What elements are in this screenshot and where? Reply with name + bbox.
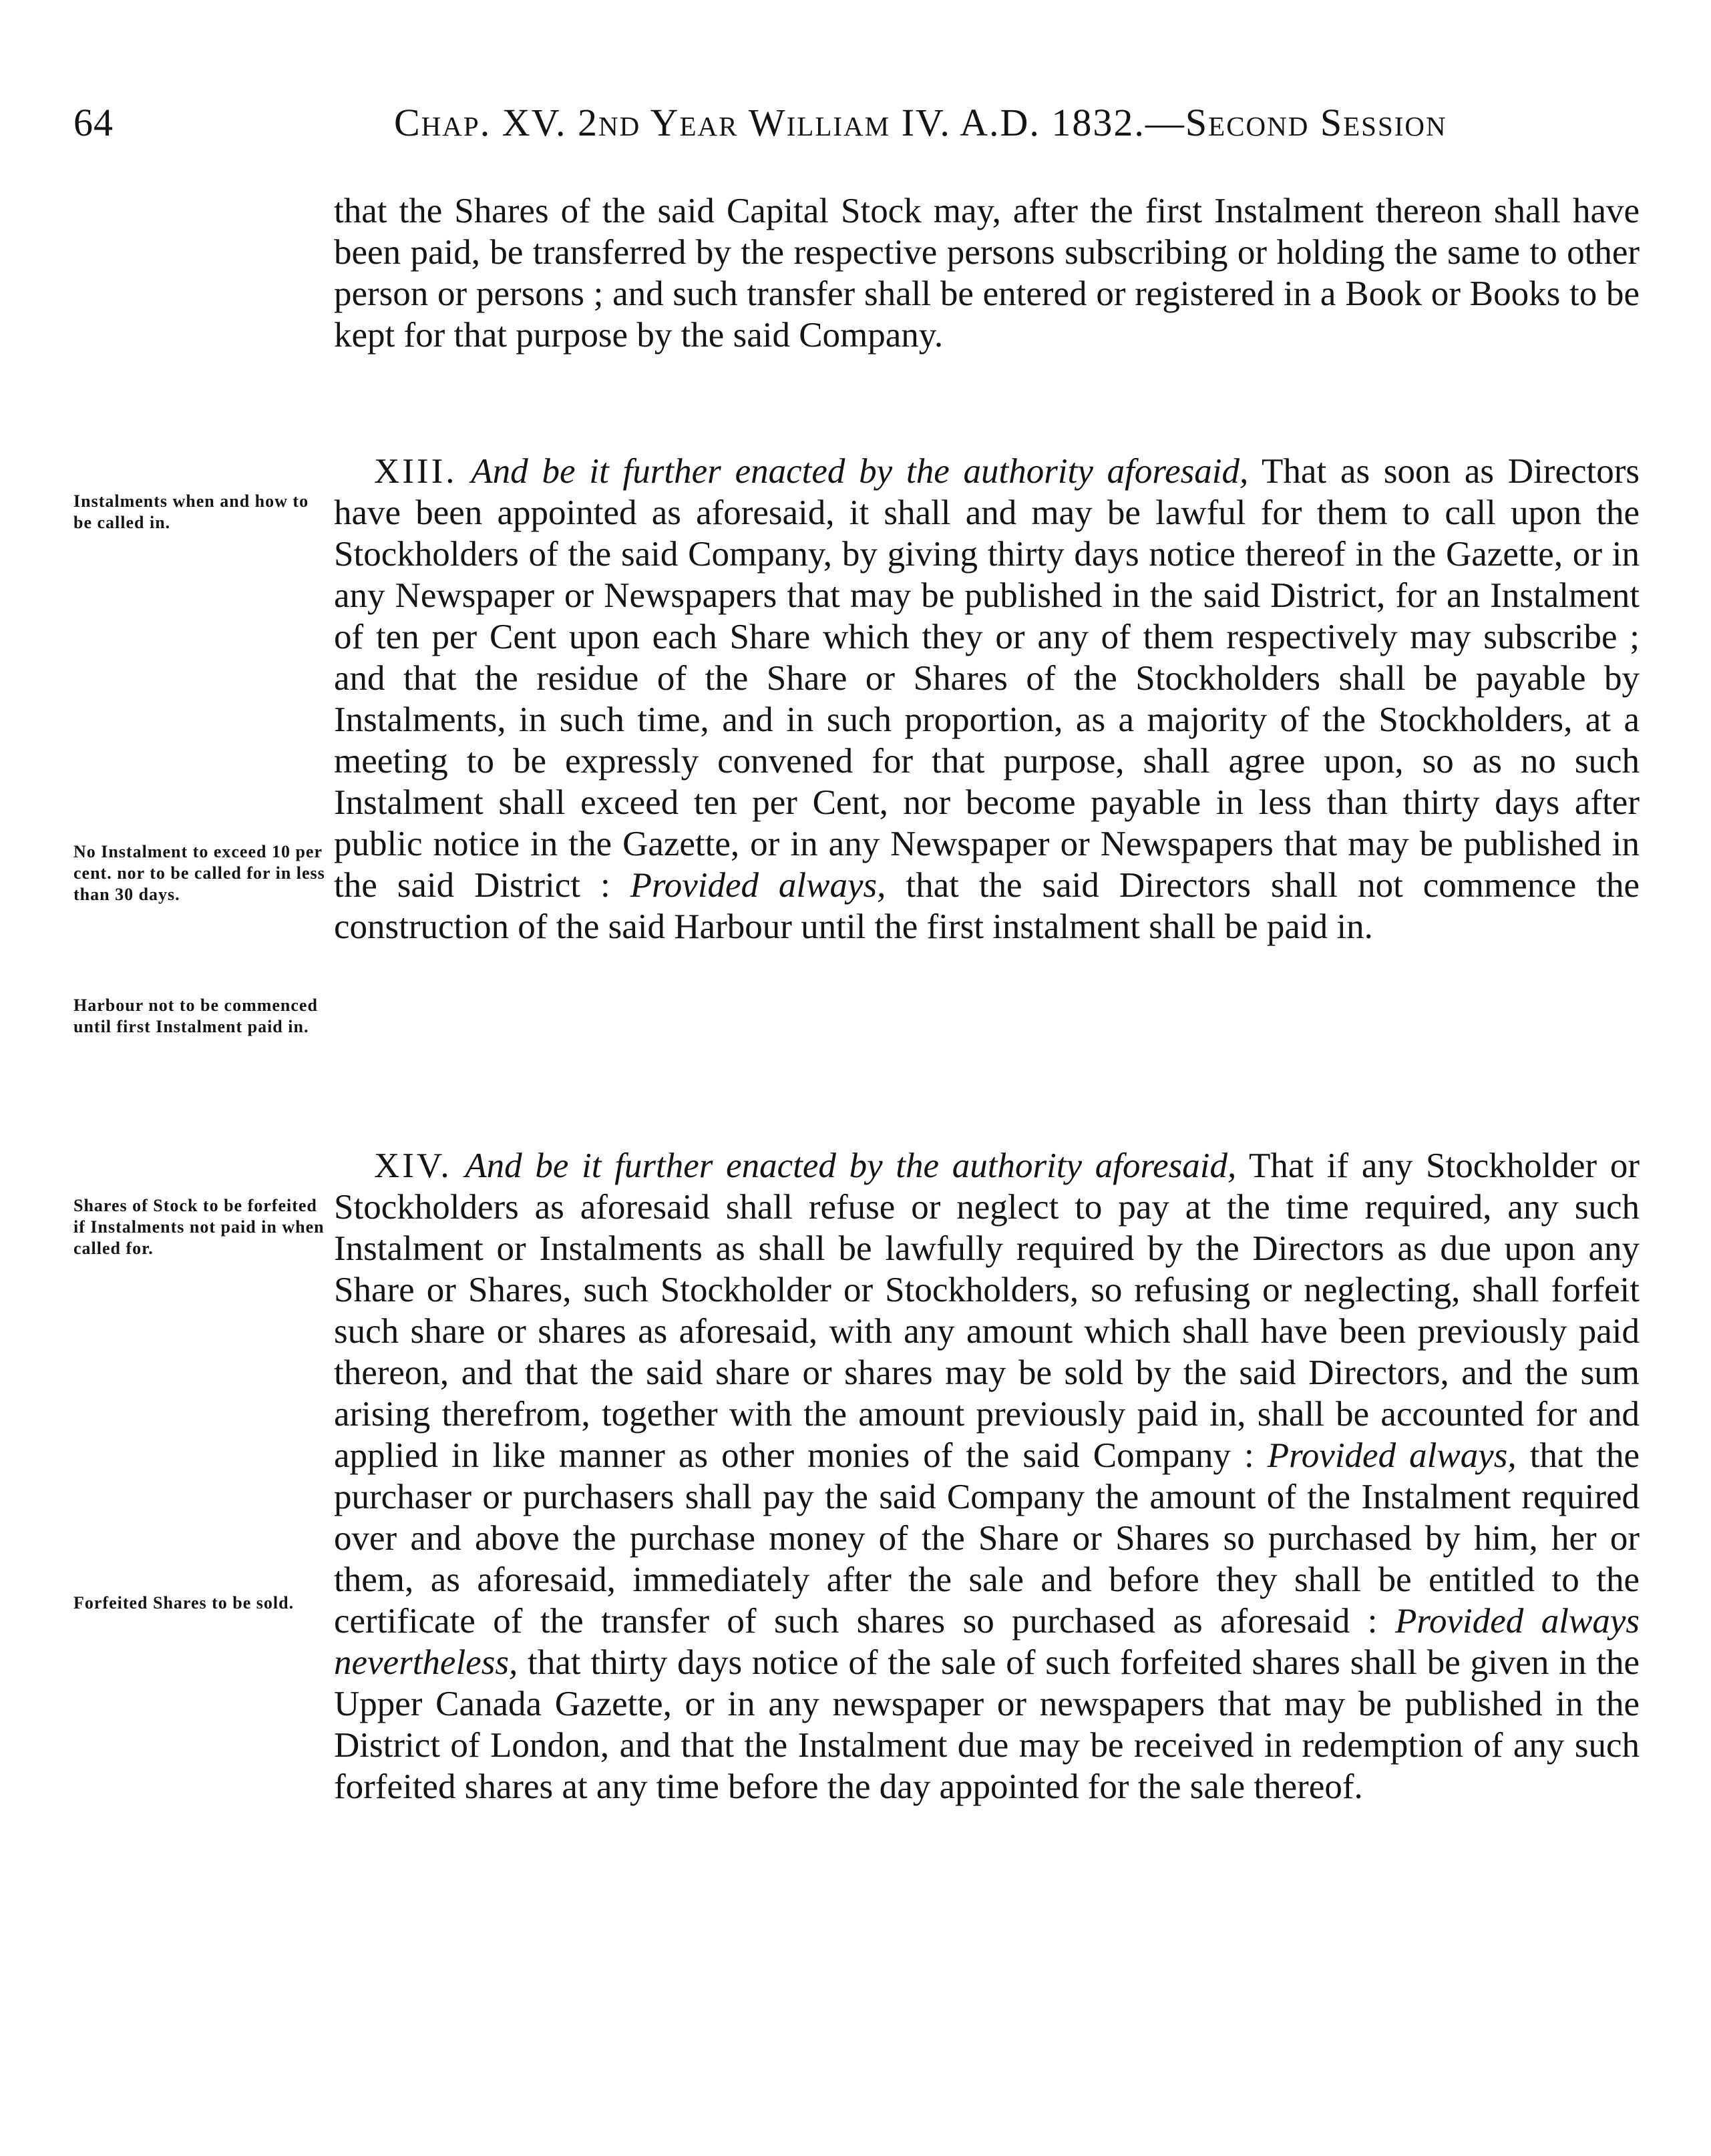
section-xiv-text-2: that the purchaser or purchasers shall pay the said Company the amount of the Instalment required over and above the purchase money of the Share or Shares so purchased by him, her or them, as aforesaid, immediately after the sale and before they shall be entitled to the certificate of the transfer of such shares so purchased as aforesaid : <box>334 1436 1640 1641</box>
margin-note-instalments: Instalments when and how to be called in. <box>73 491 309 532</box>
section-xiv-proviso-1: Provided always, <box>1267 1436 1517 1475</box>
section-xiv-enacting-clause: And be it further enacted by the authority aforesaid, <box>465 1146 1237 1185</box>
section-xiv-text-3: that thirty days notice of the sale of such forfeited shares shall be given in the Upper Canada Gazette, or in any newspaper or newspapers that may be published in the District of London, and that the Instalment due may be received in redemption of any such forfeited shares at any time before the day appointed for the sale thereof. <box>334 1643 1640 1806</box>
section-xiii-text-1: That as soon as Directors have been appointed as aforesaid, it shall and may be lawful for them to call upon the Stockholders of the said Company, by giving thirty days notice thereof in the Gazette, or in any Newspaper or Newspapers that may be published in the said District, for an Instalment of ten per Cent upon each Share which they or any of them respectively may subscribe ; and that the residue of the Share or Shares of the Stockholders shall be payable by Instalments, in such time, and in such proportion, as a majority of the Stockholders, at a meeting to be expressly convened for that purpose, shall agree upon, so as no such Instalment shall exceed ten per Cent, nor become payable in less than thirty days after public notice in the Gazette, or in any Newspaper or Newspapers that may be published in the said District : <box>334 452 1640 905</box>
margin-note-instalment-limit: No Instalment to exceed 10 per cent. nor to be called for in less than 30 days. <box>73 842 325 904</box>
continuation-text: that the Shares of the said Capital Stock may, after the first Instalment thereon shall have been paid, be transferred by the respective persons subscribing or holding the same to other person or persons ; and such transfer shall be entered or registered in a Book or Books to be kept for that purpose by the said Company. <box>334 192 1640 355</box>
section-xiv-proviso-2: Provided always nevertheless, <box>334 1602 1640 1682</box>
margin-note-forfeiture: Shares of Stock to be forfeited if Instalments not paid in when called for. <box>73 1196 325 1258</box>
section-xiii-paragraph <box>334 451 1640 947</box>
section-xiv-paragraph <box>334 1145 1640 1807</box>
section-xiv-text-1: That if any Stockholder or Stockholders as aforesaid shall refuse or neglect to pay at the time required, any such Instalment or Instalments as shall be lawfully required by the Directors as due upon any Share or Shares, such Stockholder or Stockholders, so refusing or neglecting, shall forfeit such share or shares as aforesaid, with any amount which shall have been previously paid thereon, and that the said share or shares may be sold by the said Directors, and the sum arising therefrom, together with the amount previously paid in, shall be accounted for and applied in like manner as other monies of the said Company : <box>334 1146 1640 1475</box>
section-xiii-number: XIII. <box>374 452 457 491</box>
page-number: 64 <box>73 101 114 144</box>
running-head: Chap. XV. 2nd Year William IV. A.D. 1832.—Second Session <box>394 101 1447 144</box>
page-header <box>73 100 1630 154</box>
section-xiii-text-2: that the said Directors shall not commence the construction of the said Harbour until the first instalment shall be paid in. <box>334 866 1640 946</box>
section-xiv <box>334 1145 1640 1807</box>
section-xiv-number: XIV. <box>374 1146 452 1185</box>
section-xiii-proviso: Provided always, <box>630 866 886 905</box>
continuation-paragraph <box>334 190 1640 356</box>
section-xiii <box>334 451 1640 947</box>
margin-note-harbour: Harbour not to be commenced until first Instalment paid in. <box>73 996 318 1036</box>
margin-note-forfeited-sold: Forfeited Shares to be sold. <box>73 1593 295 1612</box>
section-xiii-enacting-clause: And be it further enacted by the authority aforesaid, <box>471 452 1249 491</box>
